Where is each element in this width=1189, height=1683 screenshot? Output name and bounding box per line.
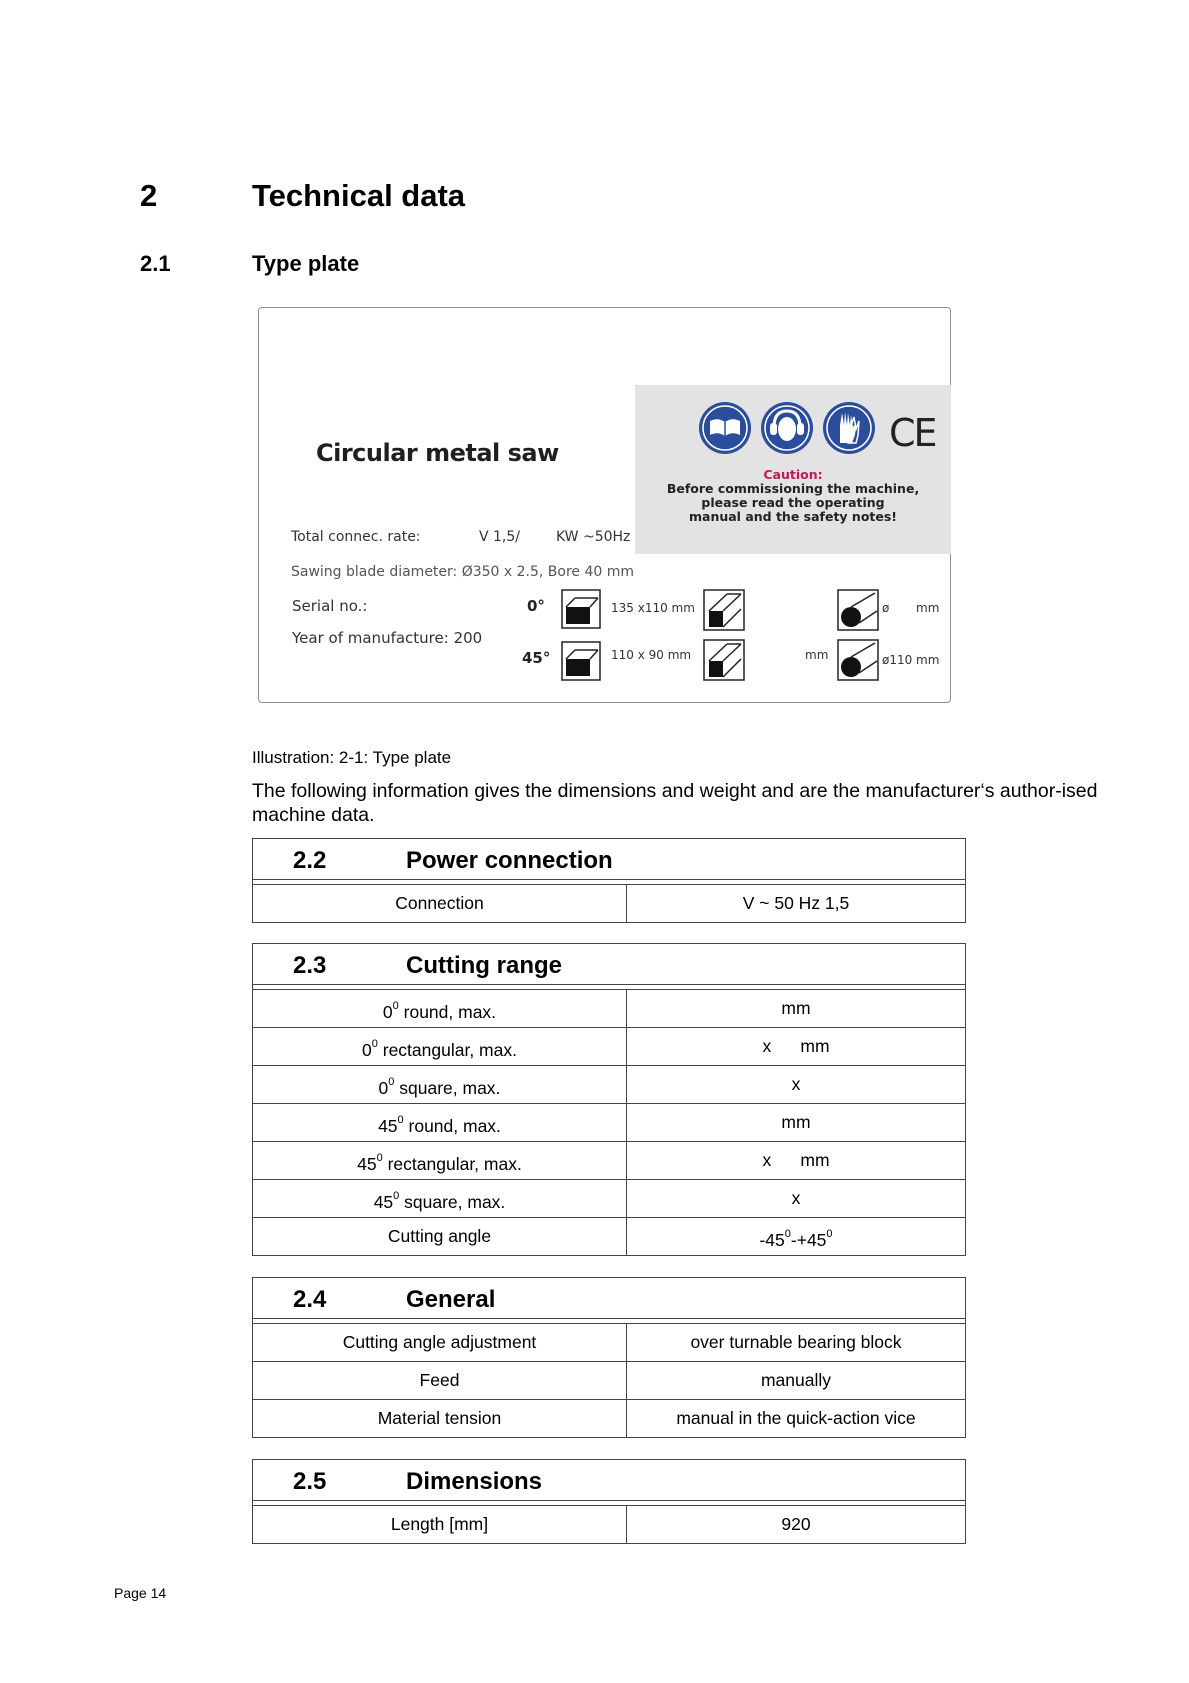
table-number: 2.4 <box>293 1286 327 1313</box>
round-profile-icon <box>837 639 879 681</box>
row-label: $45^0$ rectangular, max. <box>253 1142 627 1179</box>
chapter-title: Technical data <box>252 178 466 213</box>
row-value: x mm <box>762 1036 830 1056</box>
row-value: x mm <box>762 1150 830 1170</box>
serial-no: Serial no.: <box>292 597 368 615</box>
table-row <box>253 990 965 1028</box>
square-profile-icon <box>703 589 745 631</box>
page-number: Page 14 <box>114 1585 167 1601</box>
row-label: Cutting angle adjustment <box>253 1324 627 1361</box>
table-row <box>253 1066 965 1104</box>
row-label: Connection <box>253 885 627 922</box>
caution-title: Caution: <box>763 467 823 482</box>
read-manual-icon <box>698 401 752 455</box>
total-connec-v: V 1,5/ <box>479 529 521 545</box>
section-number: 2.1 <box>140 251 171 276</box>
chapter-number: 2 <box>140 178 158 213</box>
rect-45-size: 110 x 90 mm <box>611 648 692 662</box>
row-value: over turnable bearing block <box>690 1332 902 1352</box>
plate-title: Circular metal saw <box>316 439 559 467</box>
caution-notice <box>635 468 951 524</box>
table-row <box>253 1400 965 1437</box>
table-title: Cutting range <box>406 952 562 979</box>
row-value: V ~ 50 Hz 1,5 <box>742 893 850 913</box>
section-title: Type plate <box>252 251 360 276</box>
table-header <box>253 839 965 880</box>
table-row <box>253 1028 965 1066</box>
angle-45-label: 45° <box>522 649 551 667</box>
round-45-size: ø110 mm <box>882 653 940 667</box>
table-header <box>253 1460 965 1501</box>
cutting-range-table <box>252 943 966 1256</box>
ce-mark-icon: CE <box>889 411 936 455</box>
table-title: General <box>406 1286 496 1313</box>
power-connection-table <box>252 838 966 923</box>
caution-line: manual and the safety notes! <box>688 509 897 524</box>
row-value: $-45^0-+45^0$ <box>759 1228 833 1250</box>
table-number: 2.2 <box>293 847 327 874</box>
rect-0-size: 135 x110 mm <box>611 601 695 615</box>
gloves-icon <box>822 401 876 455</box>
row-label: Feed <box>253 1362 627 1399</box>
dimensions-table <box>252 1459 966 1544</box>
table-number: 2.5 <box>293 1468 327 1495</box>
round-0-prefix: ø <box>882 601 890 615</box>
table-row <box>253 1180 965 1218</box>
row-value: x <box>791 1074 801 1094</box>
row-value: manual in the quick-action vice <box>676 1408 916 1428</box>
row-label: $45^0$ square, max. <box>253 1180 627 1217</box>
row-label: $0^0$ round, max. <box>253 990 627 1027</box>
row-value: 920 <box>781 1514 811 1534</box>
row-label: Length [mm] <box>253 1506 627 1543</box>
row-label: Cutting angle <box>253 1218 627 1255</box>
table-row <box>253 885 965 922</box>
round-profile-icon <box>837 589 879 631</box>
table-row <box>253 1362 965 1400</box>
table-row <box>253 1324 965 1362</box>
square-45-unit: mm <box>805 648 829 662</box>
table-title: Power connection <box>406 847 613 874</box>
table-row <box>253 1104 965 1142</box>
table-row <box>253 1218 965 1255</box>
row-label: $45^0$ round, max. <box>253 1104 627 1141</box>
general-table <box>252 1277 966 1438</box>
table-header <box>253 944 965 985</box>
total-connec-kw: KW ~50Hz <box>556 529 631 545</box>
blade-diameter: Sawing blade diameter: Ø350 x 2.5, Bore 40 mm <box>291 564 635 580</box>
rectangular-profile-icon <box>561 589 601 629</box>
caution-line: please read the operating <box>701 495 885 510</box>
illustration-caption: Illustration: 2-1: Type plate <box>252 748 452 767</box>
row-label: Material tension <box>253 1400 627 1437</box>
square-profile-icon <box>703 639 745 681</box>
intro-paragraph: The following information gives the dimensions and weight and are the manufacturer‘s author-ised machine data. <box>252 780 1098 826</box>
row-value: mm <box>781 998 811 1018</box>
row-label: $0^0$ rectangular, max. <box>253 1028 627 1065</box>
type-plate-illustration <box>258 307 951 703</box>
caution-line: Before commissioning the machine, <box>666 481 920 496</box>
table-row <box>253 1506 965 1543</box>
round-0-unit: mm <box>916 601 940 615</box>
total-connec-label: Total connec. rate: <box>291 529 421 545</box>
ear-protection-icon <box>760 401 814 455</box>
row-value: x <box>791 1188 801 1208</box>
table-row <box>253 1142 965 1180</box>
row-value: mm <box>781 1112 811 1132</box>
row-label: $0^0$ square, max. <box>253 1066 627 1103</box>
table-number: 2.3 <box>293 952 327 979</box>
year-of-manufacture: Year of manufacture: 200 <box>292 629 483 647</box>
table-title: Dimensions <box>406 1468 543 1495</box>
table-header <box>253 1278 965 1319</box>
angle-0-label: 0° <box>527 597 545 615</box>
rectangular-profile-icon <box>561 641 601 681</box>
row-value: manually <box>760 1370 832 1390</box>
